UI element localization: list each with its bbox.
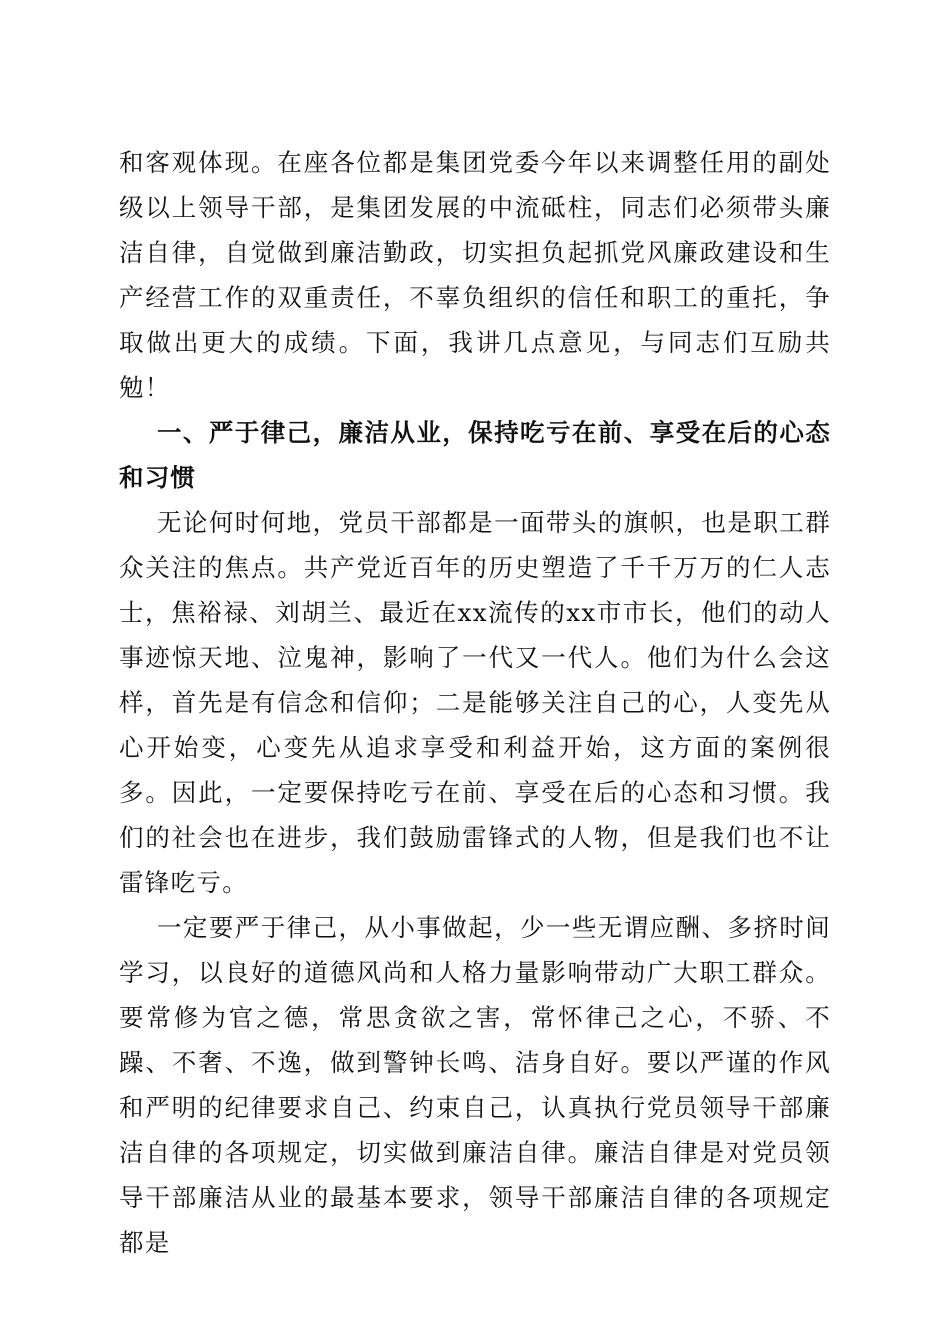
document-body: [119, 140, 831, 1265]
paragraph-party-members-banner: 无论何时何地，党员干部都是一面带头的旗帜，也是职工群众关注的焦点。共产党近百年的历史塑造了千千万万的仁人志士，焦裕禄、刘胡兰、最近在xx流传的xx市市长，他们的动人事迹惊天地、泣鬼神，影响了一代又一代人。他们为什么会这样，首先是有信念和信仰；二是能够关注自己的心，人变先从心开始变，心变先从追求享受和利益开始，这方面的案例很多。因此，一定要保持吃亏在前、享受在后的心态和习惯。我们的社会也在进步，我们鼓励雷锋式的人物，但是我们也不让雷锋吃亏。: [119, 508, 831, 897]
paragraph-strict-self-discipline: 一定要严于律己，从小事做起，少一些无谓应酬、多挤时间学习，以良好的道德风尚和人格力量影响带动广大职工群众。要常修为官之德，常思贪欲之害，常怀律己之心，不骄、不躁、不奢、不逸，做到警钟长鸣、洁身自好。要以严谨的作风和严明的纪律要求自己、约束自己，认真执行党员领导干部廉洁自律的各项规定，切实做到廉洁自律。廉洁自律是对党员领导干部廉洁从业的最基本要求，领导干部廉洁自律的各项规定都是: [119, 913, 831, 1257]
section-heading-1: 一、严于律己，廉洁从业，保持吃亏在前、享受在后的心态和习惯: [119, 418, 831, 492]
paragraph-intro-continuation: 和客观体现。在座各位都是集团党委今年以来调整任用的副处级以上领导干部，是集团发展的中流砥柱，同志们必须带头廉洁自律，自觉做到廉洁勤政，切实担负起抓党风廉政建设和生产经营工作的双重责任，不辜负组织的信任和职工的重托，争取做出更大的成绩。下面，我讲几点意见，与同志们互励共勉！: [119, 148, 831, 402]
